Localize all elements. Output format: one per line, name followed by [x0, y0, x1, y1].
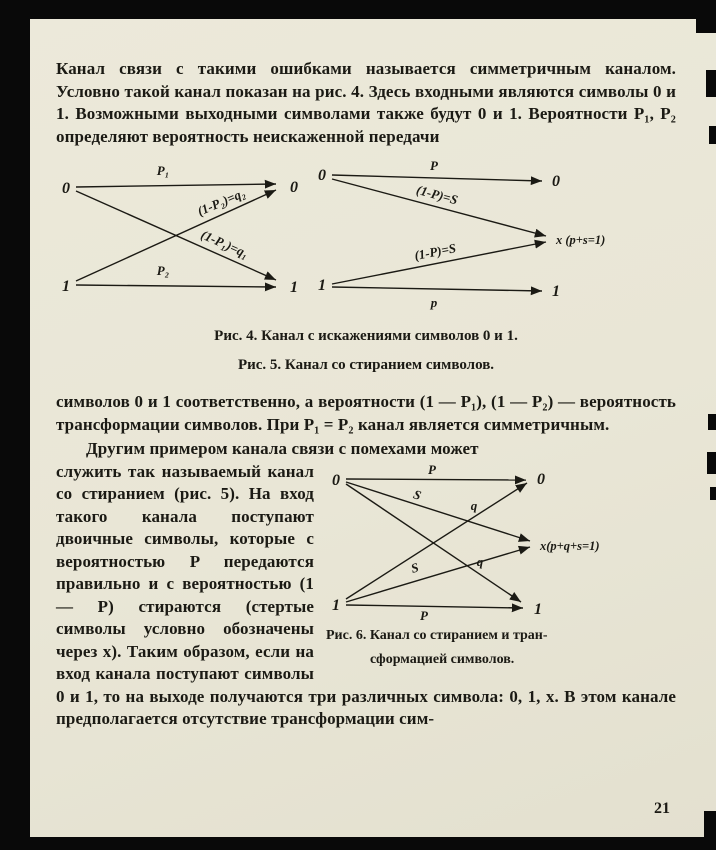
page-number: 21: [654, 800, 670, 817]
page-content: [56, 58, 676, 731]
paragraph-1: Канал связи с такими ошибками называется симметричным каналом. Условно такой канал показан на рис. 4. Здесь входными являются символы 0 и 1. Возможными выходными символами также будут 0 и 1. Вероятности P₁, P₂ определяют вероятность неискаженной передачи: [56, 59, 676, 146]
edge-1-to-1: [346, 605, 523, 608]
edge-label-q2: (1-P₂)=q₂: [195, 185, 248, 219]
edge-0-to-0: [76, 184, 276, 187]
node-output-0: 0: [537, 470, 545, 488]
edge-label-p-bottom: p: [430, 295, 438, 310]
node-output-0: 0: [290, 179, 298, 196]
node-output-0: 0: [552, 173, 560, 190]
edge-label-q-upper: q: [470, 497, 478, 513]
figure-6-diagram: [324, 463, 676, 621]
figure-4-diagram: [58, 160, 310, 312]
scan-border-left: [0, 0, 30, 850]
figure-6-block: [324, 463, 676, 669]
scan-border-bottom: [0, 837, 716, 850]
figure-5-caption: Рис. 5. Канал со стиранием символов.: [237, 357, 495, 373]
edge-label-q-lower: q: [476, 553, 484, 569]
scan-artifact: [696, 0, 716, 33]
paragraph-2: символов 0 и 1 соответственно, а вероятности (1 — P₁), (1 — P₂) — вероятность трансформации символов. При P₁ = P₂ канал является симметричным.: [56, 392, 676, 434]
node-input-1: 1: [332, 596, 340, 614]
figure-6-caption-line-2: сформацией символов.: [370, 651, 515, 667]
node-output-x: x(p+q+s=1): [540, 538, 600, 553]
edge-1-to-x: [346, 547, 530, 602]
node-output-x: x (p+s=1): [556, 233, 606, 247]
node-input-0: 0: [332, 471, 340, 489]
wrap-section: [56, 461, 676, 731]
node-output-1: 1: [534, 600, 542, 618]
figure-6-caption-line-1: Рис. 6. Канал со стиранием и тран-: [326, 627, 548, 643]
scan-artifact: [709, 126, 716, 144]
edge-label-q1: (1-P₁)=q₁: [198, 226, 251, 261]
node-input-0: 0: [318, 167, 326, 184]
scan-artifact: [708, 414, 716, 430]
edge-label-p2: P₂: [156, 263, 170, 278]
edge-label-s-lower: (1-P)=S: [413, 240, 458, 263]
node-input-1: 1: [62, 278, 70, 295]
edge-1-to-1: [76, 285, 276, 287]
edge-label-s-upper: (1-P)=S: [414, 181, 460, 208]
node-output-1: 1: [290, 279, 298, 296]
edge-1-to-1: [332, 287, 542, 291]
node-input-0: 0: [62, 180, 70, 197]
paragraph-3-rest: служить так называемый канал со стиранием (рис. 5). На вход такого канала поступают двоичные символы, которые с вероятностью P передаются правильно и с вероятностью (1 — P) стираются (стертые символы условно обозначены через x). Таким образом, если на вход канала поступают символы 0 и 1, то на выходе получаются три различных символа: 0, 1, x. В этом канале предполагается отсутствие трансформации сим-: [56, 461, 676, 728]
edge-label-p-bottom: P: [420, 607, 428, 621]
edge-label-p1: P₁: [156, 163, 170, 178]
edge-label-p-top: P: [430, 160, 438, 173]
node-input-1: 1: [318, 277, 326, 294]
edge-0-to-0: [346, 479, 526, 480]
figure-5-diagram: [316, 160, 628, 312]
edge-label-s-lower: S: [409, 558, 421, 576]
figures-row: [58, 160, 676, 312]
edge-0-to-0: [332, 175, 542, 181]
edge-label-p-top: P: [428, 462, 436, 477]
scan-border-top: [0, 0, 716, 19]
edge-1-to-0: [346, 483, 527, 599]
edge-label-s-upper: S: [411, 485, 424, 503]
scan-artifact: [704, 811, 716, 837]
paragraph-3-intro: Другим примером канала связи с помехами может: [86, 439, 479, 458]
scan-artifact: [710, 487, 716, 500]
scan-artifact: [706, 70, 716, 97]
edge-0-to-x: [346, 482, 530, 541]
node-output-1: 1: [552, 283, 560, 300]
figure-4-caption: Рис. 4. Канал с искажениями символов 0 и 1.: [214, 328, 518, 344]
scan-artifact: [707, 452, 716, 474]
